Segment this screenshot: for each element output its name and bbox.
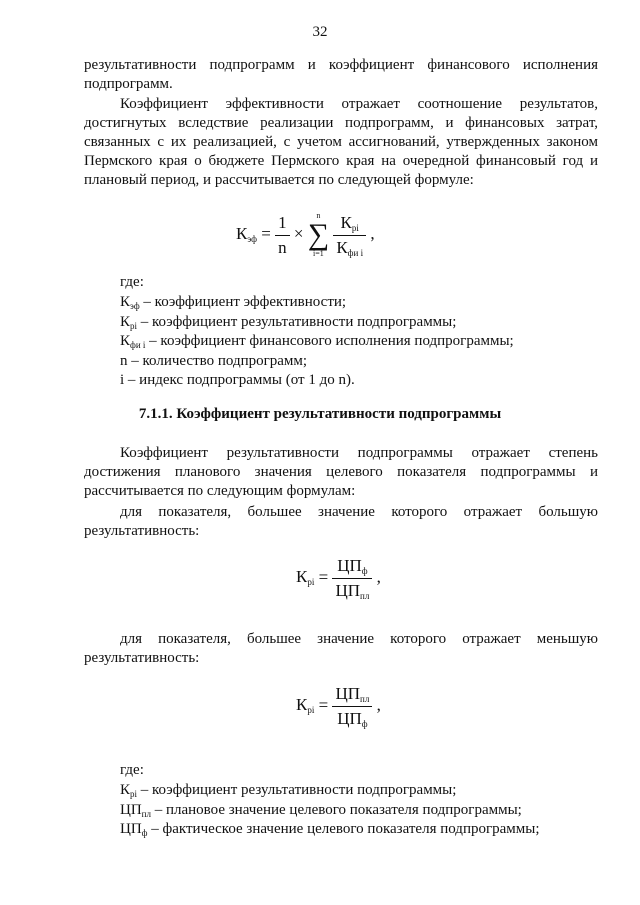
definition-line bbox=[120, 352, 307, 372]
formula-ratio: $\frac{\text{ЦПпл}}{\text{ЦПф}}$ bbox=[332, 684, 372, 729]
definition-text: – количество подпрограмм; bbox=[127, 352, 308, 369]
formula-result-lesser: Крi = $\frac{\text{ЦПпл}}{\text{ЦПф}}$ , bbox=[296, 684, 381, 729]
definition-subscript: фи i bbox=[130, 340, 146, 350]
definition-text: – коэффициент результативности подпрограммы; bbox=[137, 313, 457, 330]
formula-efficiency: Кэф = $\frac{1}{n}$ × n ∑ i=1 $\frac{\text{Крi}}{\text{Кфи i}}$ , bbox=[236, 211, 375, 258]
section-heading: 7.1.1. Коэффициент результативности подпрограммы bbox=[138, 406, 502, 422]
definition-subscript: рi bbox=[130, 789, 138, 799]
paragraph-result-coefficient: Коэффициент результативности подпрограммы отражает степень достижения планового значения целевого показателя подпрограммы и рассчитывается по следующим формулам: bbox=[84, 445, 598, 499]
where-label-2: где: bbox=[120, 762, 144, 778]
definition-symbol: n bbox=[120, 352, 128, 369]
where-label-1: где: bbox=[120, 274, 144, 290]
formula-result-greater: Крi = $\frac{\text{ЦПф}}{\text{ЦПпл}}$ , bbox=[296, 556, 381, 601]
paragraph-case-greater: для показателя, большее значение которого отражает большую результативность: bbox=[84, 504, 598, 539]
definition-line bbox=[120, 801, 522, 821]
definition-text: – коэффициент эффективности; bbox=[139, 294, 347, 310]
definition-symbol: К bbox=[120, 294, 131, 310]
definition-line bbox=[120, 820, 540, 840]
definition-symbol: i bbox=[120, 372, 125, 388]
page-number: 32 bbox=[312, 24, 328, 40]
formula-one-over-n: $\frac{1}{n}$ bbox=[275, 213, 290, 258]
definition-subscript: рi bbox=[130, 320, 138, 331]
definition-subscript: пл bbox=[141, 808, 151, 819]
paragraph-intro-continuation: результативности подпрограмм и коэффициент финансового исполнения подпрограмм. bbox=[84, 57, 598, 92]
definition-line bbox=[120, 332, 514, 352]
definition-text: – фактическое значение целевого показателя подпрограммы; bbox=[147, 821, 540, 837]
definition-symbol: К bbox=[120, 782, 131, 798]
paragraph-case-lesser: для показателя, большее значение которого отражает меньшую результативность: bbox=[84, 631, 598, 666]
sum-symbol: n ∑ i=1 bbox=[307, 211, 330, 258]
definition-subscript: эф bbox=[130, 301, 140, 311]
definition-symbol: К bbox=[120, 313, 131, 330]
definition-symbol: ЦП bbox=[120, 821, 142, 837]
paragraph-efficiency-description: Коэффициент эффективности отражает соотношение результатов, достигнутых вследствие реализации подпрограмм, и финансовых затрат, связанных с их реализацией, с учетом ассигнований, утвержденных законом Пермского края о бюджете Пермского края на очередной финансовый год и плановый период, и рассчитывается по следующей формуле: bbox=[84, 96, 598, 188]
definition-text: – индекс подпрограммы (от 1 до n). bbox=[124, 372, 355, 388]
formula-lhs: Кэф bbox=[236, 223, 257, 244]
definition-line bbox=[120, 781, 456, 801]
definition-text: – коэффициент финансового исполнения подпрограммы; bbox=[145, 333, 514, 349]
definition-symbol: К bbox=[120, 333, 131, 349]
formula-ratio: $\frac{\text{ЦПф}}{\text{ЦПпл}}$ bbox=[332, 556, 372, 601]
definition-text: – плановое значение целевого показателя подпрограммы; bbox=[150, 801, 522, 818]
definition-symbol: ЦП bbox=[120, 801, 142, 818]
formula-ratio: $\frac{\text{Крi}}{\text{Кфи i}}$ bbox=[333, 213, 366, 258]
definition-line bbox=[120, 313, 456, 333]
definition-line bbox=[120, 371, 355, 391]
definition-text: – коэффициент результативности подпрограммы; bbox=[137, 782, 457, 798]
definition-line bbox=[120, 293, 346, 313]
definition-subscript: ф bbox=[141, 828, 148, 838]
